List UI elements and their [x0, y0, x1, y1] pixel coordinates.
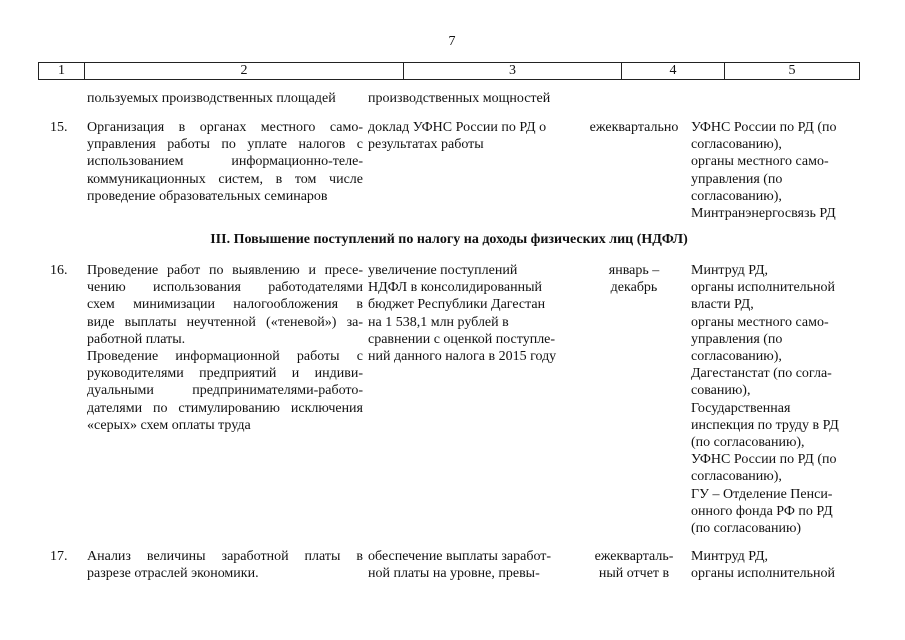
action-line: проведение образовательных семинаров — [87, 188, 328, 204]
action-line: «серых» схем оплаты труда — [87, 417, 251, 433]
col5-line: согласованию), — [691, 349, 782, 365]
action-line: Организация в органах местного само- — [87, 120, 363, 135]
col5-line: Государственная — [691, 400, 791, 416]
col5-line: (по согласованию), — [691, 435, 805, 451]
row-16-period — [583, 262, 685, 296]
col4-line: ежеквартально — [589, 120, 679, 135]
col4-line: декабрь — [610, 280, 658, 296]
row-16-responsible — [691, 262, 859, 537]
row-15-action — [87, 119, 363, 205]
col5-line: органы исполнительной — [691, 280, 836, 296]
col5-line: управления (по — [691, 171, 783, 187]
row-17-period — [583, 548, 685, 582]
row-16-result — [368, 262, 582, 365]
row-17-responsible — [691, 548, 859, 582]
col5-line: согласованию), — [691, 137, 782, 153]
column-header-2: 2 — [85, 63, 404, 79]
col5-line: органы местного само- — [691, 154, 829, 170]
col4-line: ежекварталь- — [594, 549, 674, 564]
col5-line: сованию), — [691, 383, 751, 399]
row-15-responsible — [691, 119, 859, 222]
action-line: управления работы по уплате налогов с — [87, 137, 363, 153]
col5-line: УФНС России по РД (по — [691, 120, 837, 135]
action-line: коммуникационных систем, в том числе — [87, 171, 363, 187]
column-header-5: 5 — [788, 63, 796, 78]
col5-line: органы местного само- — [691, 314, 829, 330]
col3-line: сравнении с оценкой поступле- — [368, 331, 556, 347]
col5-line: органы исполнительной — [691, 566, 836, 582]
action-line: Проведение работ по выявлению и пресе- — [87, 263, 363, 278]
col5-line: Минтруд РД, — [691, 549, 769, 564]
col3-line: ний данного налога в 2015 году — [368, 349, 557, 365]
action-line: Анализ величины заработной платы в — [87, 549, 363, 564]
row-16-action — [87, 262, 363, 434]
col3-line: обеспечение выплаты заработ- — [368, 549, 552, 564]
col5-line: УФНС России по РД (по — [691, 452, 837, 468]
row-17-action — [87, 548, 363, 582]
action-line: использованием информационно-теле- — [87, 154, 363, 170]
row-15-period — [583, 119, 685, 136]
col3-line: на 1 538,1 млн рублей в — [368, 314, 509, 330]
action-line: работной платы. — [87, 331, 186, 347]
col5-line: согласованию), — [691, 188, 782, 204]
col4-line: ный отчет в — [598, 566, 670, 582]
row-17-result — [368, 548, 582, 582]
col3-line: увеличение поступлений — [368, 263, 518, 278]
action-line: дателями по стимулированию исключения — [87, 400, 363, 416]
col3-line: результатах работы — [368, 137, 484, 153]
col5-line: согласованию), — [691, 469, 782, 485]
col5-line: Минтруд РД, — [691, 263, 769, 278]
col5-line: (по согласованию) — [691, 521, 802, 537]
col5-line: онного фонда РФ по РД — [691, 503, 833, 519]
col5-line: инспекция по труду в РД — [691, 417, 839, 433]
action-line: дуальными предпринимателями-работо- — [87, 383, 363, 399]
page-number: 7 — [448, 34, 456, 49]
col3-line: бюджет Республики Дагестан — [368, 297, 546, 313]
row-15-number: 15. — [50, 120, 68, 135]
col5-line: управления (по — [691, 331, 783, 347]
continuation-col2: пользуемых производственных площадей — [87, 91, 336, 106]
row-17-number: 17. — [50, 549, 68, 564]
column-header-4: 4 — [622, 63, 725, 79]
action-line: разрезе отраслей экономики. — [87, 566, 259, 582]
col4-line: январь – — [608, 263, 660, 278]
column-header-1: 1 — [39, 63, 85, 79]
col5-line: Минтранэнергосвязь РД — [691, 206, 836, 222]
row-16-number: 16. — [50, 263, 68, 278]
column-header-3: 3 — [404, 63, 622, 79]
row-15-result — [368, 119, 582, 153]
action-line: руководителями предприятий и индиви- — [87, 366, 363, 382]
col3-line: НДФЛ в консолидированный — [368, 280, 543, 296]
col3-line: доклад УФНС России по РД о — [368, 120, 547, 135]
action-line: чению использования работодателями — [87, 280, 363, 296]
col5-line: ГУ – Отделение Пенси- — [691, 486, 833, 502]
action-line: виде выплаты неучтенной («теневой») за- — [87, 314, 363, 330]
col5-line: власти РД, — [691, 297, 754, 313]
col3-line: ной платы на уровне, превы- — [368, 566, 540, 582]
action-line: схем минимизации налогообложения в — [87, 297, 363, 313]
col5-line: Дагестанстат (по согла- — [691, 366, 832, 382]
section-title: III. Повышение поступлений по налогу на доходы физических лиц (НДФЛ) — [210, 232, 688, 247]
column-header-row — [38, 62, 860, 80]
action-line: Проведение информационной работы с — [87, 349, 363, 365]
continuation-col3: производственных мощностей — [368, 91, 551, 106]
